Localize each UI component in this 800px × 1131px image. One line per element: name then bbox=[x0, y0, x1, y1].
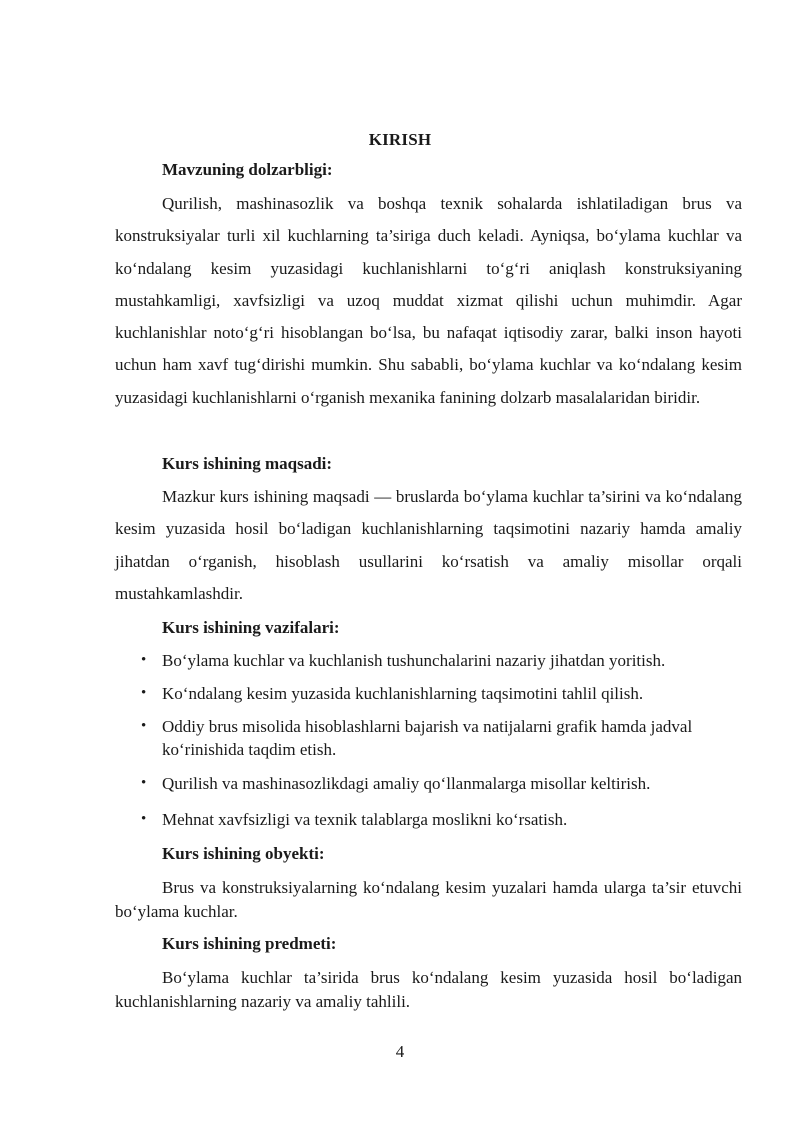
list-item-text: Oddiy brus misolida hisoblashlarni bajarish va natijalarni grafik hamda jadval ko‘rinishida taqdim etish. bbox=[162, 717, 693, 759]
list-item-text: Bo‘ylama kuchlar va kuchlanish tushunchalarini nazariy jihatdan yoritish. bbox=[162, 651, 666, 670]
bullet-icon: • bbox=[141, 685, 147, 701]
list-item-text: Ko‘ndalang kesim yuzasida kuchlanishlarning taqsimotini tahlil qilish. bbox=[162, 684, 644, 703]
bullet-icon: • bbox=[141, 652, 147, 668]
section-paragraph-maqsadi: Mazkur kurs ishining maqsadi — bruslarda bo‘ylama kuchlar ta’sirini va ko‘ndalang kesim yuzasida hosil bo‘ladigan kuchlanishlarning taqsimotini nazariy hamda amaliy jihatdan o‘rganish, hisoblash usullarini ko‘rsatish va amaliy misollar orqali mustahkamlashdir. bbox=[115, 487, 742, 603]
section-heading-obyekti: Kurs ishining obyekti: bbox=[162, 844, 325, 863]
page-number: 4 bbox=[395, 1042, 405, 1061]
section-heading-predmeti: Kurs ishining predmeti: bbox=[162, 934, 337, 953]
list-item-text: Mehnat xavfsizligi va texnik talablarga moslikni ko‘rsatish. bbox=[162, 810, 568, 829]
section-heading-maqsadi: Kurs ishining maqsadi: bbox=[162, 454, 333, 473]
page-title: KIRISH bbox=[368, 130, 432, 149]
section-heading-vazifalari: Kurs ishining vazifalari: bbox=[162, 618, 340, 637]
list-item bbox=[141, 682, 752, 705]
bullet-icon: • bbox=[141, 718, 147, 734]
list-item bbox=[141, 649, 752, 672]
list-item bbox=[141, 808, 752, 831]
list-item-text: Qurilish va mashinasozlikdagi amaliy qo‘llanmalarga misollar keltirish. bbox=[162, 774, 651, 793]
bullet-icon: • bbox=[141, 775, 147, 791]
section-paragraph-predmeti: Bo‘ylama kuchlar ta’sirida brus ko‘ndalang kesim yuzasida hosil bo‘ladigan kuchlanishlarning nazariy va amaliy tahlili. bbox=[115, 968, 742, 1011]
list-item bbox=[141, 772, 752, 795]
section-paragraph-obyekti: Brus va konstruksiyalarning ko‘ndalang kesim yuzalari hamda ularga ta’sir etuvchi bo‘ylama kuchlar. bbox=[115, 878, 742, 921]
bullet-icon: • bbox=[141, 811, 147, 827]
list-item bbox=[141, 715, 752, 761]
section-paragraph-dolzarbligi: Qurilish, mashinasozlik va boshqa texnik sohalarda ishlatiladigan brus va konstruksiyalar turli xil kuchlarning ta’siriga duch keladi. Ayniqsa, bo‘ylama kuchlar va ko‘ndalang kesim yuzasidagi kuchlanishlarni to‘g‘ri aniqlash konstruksiyaning mustahkamligi, xavfsizligi va uzoq muddat xizmat qilishi uchun muhimdir. Agar kuchlanishlar noto‘g‘ri hisoblangan bo‘lsa, bu nafaqat iqtisodiy zarar, balki inson hayoti uchun ham xavf tug‘dirishi mumkin. Shu sababli, bo‘ylama kuchlar va ko‘ndalang kesim yuzasidagi kuchlanishlarni o‘rganish mexanika fanining dolzarb masalalaridan biridir. bbox=[115, 194, 742, 407]
section-heading-dolzarbligi: Mavzuning dolzarbligi: bbox=[162, 160, 333, 179]
